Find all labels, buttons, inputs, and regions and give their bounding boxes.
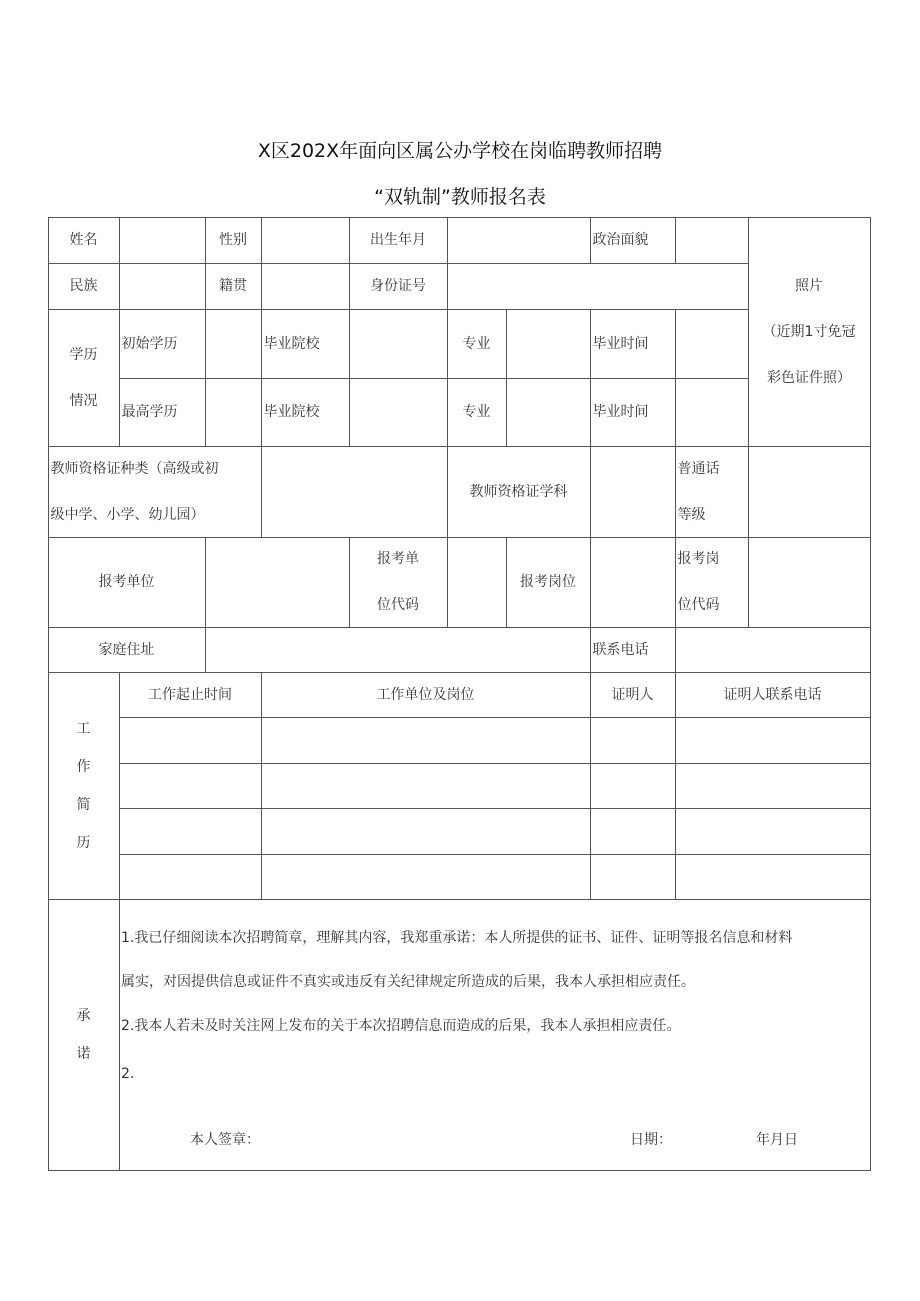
label-grad-time-1: 毕业时间 bbox=[590, 309, 676, 379]
label-school-2: 毕业院校 bbox=[261, 378, 350, 447]
input-witness-phone[interactable] bbox=[675, 854, 871, 900]
label-ethnicity: 民族 bbox=[48, 263, 120, 310]
input-major-2[interactable] bbox=[506, 378, 591, 447]
input-witness[interactable] bbox=[590, 763, 676, 809]
input-highest-edu[interactable] bbox=[205, 378, 262, 447]
label-political: 政治面貌 bbox=[590, 217, 676, 264]
input-major-1[interactable] bbox=[506, 309, 591, 379]
input-id-number[interactable] bbox=[447, 263, 749, 310]
input-grad-time-1[interactable] bbox=[675, 309, 749, 379]
label-promise: 承 诺 bbox=[48, 899, 120, 1171]
input-witness-phone[interactable] bbox=[675, 763, 871, 809]
input-birth[interactable] bbox=[447, 217, 591, 264]
signature-label: 本人签章： bbox=[190, 1132, 260, 1148]
input-witness-phone[interactable] bbox=[675, 717, 871, 764]
promise-line-2: 属实，对因提供信息或证件不真实或违反有关纪律规定所造成的后果，我本人承担相应责任。 bbox=[121, 974, 695, 990]
label-phone: 联系电话 bbox=[590, 627, 676, 673]
label-cert-type: 教师资格证种类（高级或初 级中学、小学、幼儿园） bbox=[48, 446, 262, 538]
input-witness[interactable] bbox=[590, 717, 676, 764]
input-initial-edu[interactable] bbox=[205, 309, 262, 379]
input-ethnicity[interactable] bbox=[119, 263, 206, 310]
form-subtitle: “双轨制”教师报名表 bbox=[374, 186, 546, 208]
input-address[interactable] bbox=[205, 627, 591, 673]
label-apply-unit-code: 报考单 位代码 bbox=[349, 537, 448, 628]
header-witness: 证明人 bbox=[590, 672, 676, 718]
input-witness-phone[interactable] bbox=[675, 808, 871, 855]
label-school-1: 毕业院校 bbox=[261, 309, 350, 379]
label-gender: 性别 bbox=[205, 217, 262, 264]
input-gender[interactable] bbox=[261, 217, 350, 264]
label-name: 姓名 bbox=[48, 217, 120, 264]
input-work-unit[interactable] bbox=[261, 717, 591, 764]
label-major-1: 专业 bbox=[447, 309, 507, 379]
label-grad-time-2: 毕业时间 bbox=[590, 378, 676, 447]
input-work-unit[interactable] bbox=[261, 808, 591, 855]
promise-line-3: 2.我本人若未及时关注网上发布的关于本次招聘信息而造成的后果，我本人承担相应责任。 bbox=[121, 1018, 681, 1034]
date-ymd: 年月日 bbox=[756, 1132, 798, 1148]
input-witness[interactable] bbox=[590, 854, 676, 900]
label-apply-post-code: 报考岗 位代码 bbox=[675, 537, 749, 628]
label-mandarin: 普通话 等级 bbox=[675, 446, 749, 538]
header-work-period: 工作起止时间 bbox=[119, 672, 262, 718]
input-work-unit[interactable] bbox=[261, 763, 591, 809]
input-cert-type[interactable] bbox=[261, 446, 448, 538]
label-initial-edu: 初始学历 bbox=[119, 309, 206, 379]
label-native-place: 籍贯 bbox=[205, 263, 262, 310]
input-name[interactable] bbox=[119, 217, 206, 264]
input-work-period[interactable] bbox=[119, 854, 262, 900]
label-id-number: 身份证号 bbox=[349, 263, 448, 310]
input-phone[interactable] bbox=[675, 627, 871, 673]
date-label: 日期： bbox=[630, 1132, 672, 1148]
label-apply-post: 报考岗位 bbox=[506, 537, 591, 628]
input-apply-unit[interactable] bbox=[205, 537, 350, 628]
input-work-period[interactable] bbox=[119, 717, 262, 764]
input-work-period[interactable] bbox=[119, 808, 262, 855]
label-cert-subject: 教师资格证学科 bbox=[447, 446, 591, 538]
label-education: 学历 情况 bbox=[48, 309, 120, 447]
input-cert-subject[interactable] bbox=[590, 446, 676, 538]
input-mandarin[interactable] bbox=[748, 446, 871, 538]
input-apply-unit-code[interactable] bbox=[447, 537, 507, 628]
input-school-2[interactable] bbox=[349, 378, 448, 447]
label-address: 家庭住址 bbox=[48, 627, 206, 673]
input-work-period[interactable] bbox=[119, 763, 262, 809]
form-title: X区202X年面向区属公办学校在岗临聘教师招聘 bbox=[257, 140, 663, 162]
photo-box: 照片 （近期1寸免冠 彩色证件照） bbox=[748, 217, 871, 447]
label-major-2: 专业 bbox=[447, 378, 507, 447]
label-work-history: 工 作 简 历 bbox=[48, 672, 120, 900]
input-witness[interactable] bbox=[590, 808, 676, 855]
input-work-unit[interactable] bbox=[261, 854, 591, 900]
label-highest-edu: 最高学历 bbox=[119, 378, 206, 447]
promise-line-4: 2. bbox=[121, 1066, 135, 1082]
input-apply-post-code[interactable] bbox=[748, 537, 871, 628]
promise-line-1: 1.我已仔细阅读本次招聘简章，理解其内容，我郑重承诺：本人所提供的证书、证件、证明等报名信息和材料 bbox=[121, 930, 793, 946]
input-apply-post[interactable] bbox=[590, 537, 676, 628]
label-apply-unit: 报考单位 bbox=[48, 537, 206, 628]
input-political[interactable] bbox=[675, 217, 749, 264]
label-birth: 出生年月 bbox=[349, 217, 448, 264]
input-grad-time-2[interactable] bbox=[675, 378, 749, 447]
input-school-1[interactable] bbox=[349, 309, 448, 379]
header-witness-phone: 证明人联系电话 bbox=[675, 672, 871, 718]
input-native-place[interactable] bbox=[261, 263, 350, 310]
header-work-unit: 工作单位及岗位 bbox=[261, 672, 591, 718]
